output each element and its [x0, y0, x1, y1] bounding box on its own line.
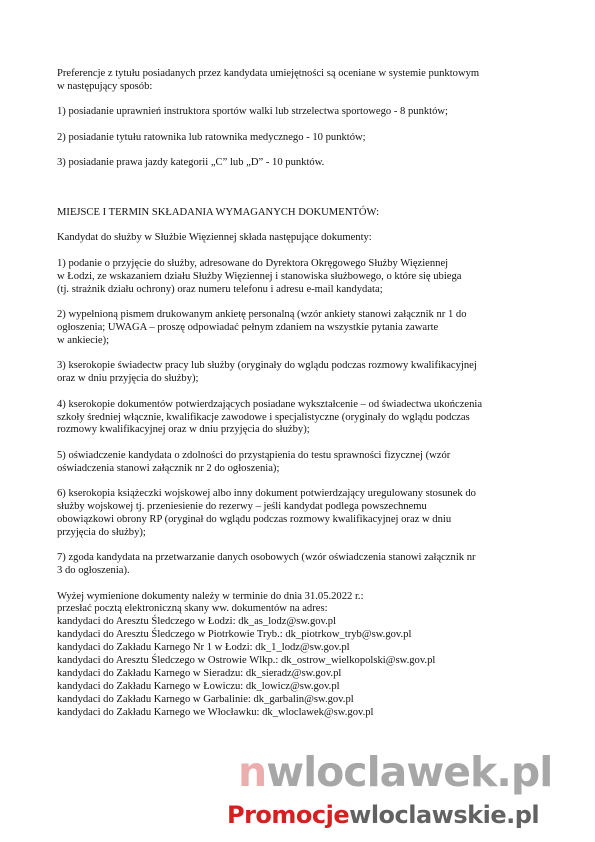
address-line: kandydaci do Zakładu Karnego Nr 1 w Łodzi: dk_1_lodz@sw.gov.pl — [57, 642, 350, 654]
documents-lead: Kandydat do służby w Służbie Więziennej składa następujące dokumenty: — [57, 232, 372, 244]
document-item-5: 5) oświadczenie kandydata o zdolności do przystąpienia do testu sprawności fizycznej (wzór oświadczenia stanowi załącznik nr 2 do ogłoszenia); — [57, 449, 451, 474]
preference-item-2: 2) posiadanie tytułu ratownika lub ratownika medycznego - 10 punktów; — [57, 131, 366, 143]
document-item-1: 1) podanie o przyjęcie do służby, adresowane do Dyrektora Okręgowego Służby Więziennej w Łodzi, ze wskazaniem działu Służby Więziennej i stanowiska służbowego, o które się ubiega (tj. strażnik działu ochrony) oraz numeru telefonu i adresu e-mail kandydata; — [57, 257, 462, 295]
deadline-text: Wyżej wymienione dokumenty należy w terminie do dnia 31.05.2022 r.: — [57, 590, 364, 602]
watermark-promo-logo: Promocjewloclawskie.pl — [227, 801, 540, 829]
address-line: kandydaci do Aresztu Śledczego w Ostrowie Wlkp.: dk_ostrow_wielkopolski@sw.gov.pl — [57, 655, 436, 667]
preference-item-3: 3) posiadanie prawa jazdy kategorii „C” lub „D” - 10 punktów. — [57, 157, 325, 169]
section-heading: MIEJSCE I TERMIN SKŁADANIA WYMAGANYCH DOKUMENTÓW: — [57, 207, 380, 219]
address-line: kandydaci do Aresztu Śledczego w Piotrkowie Tryb.: dk_piotrkow_tryb@sw.gov.pl — [57, 629, 412, 641]
address-line: kandydaci do Zakładu Karnego w Łowiczu: dk_lowicz@sw.gov.pl — [57, 680, 340, 692]
document-item-6: 6) kserokopia książeczki wojskowej albo inny dokument potwierdzający uregulowany stosunek do służby wojskowej tj. przeniesienie do rezerwy – jeśli kandydat podlega powszechnemu obowiązkowi obrony RP (oryginał do wglądu podczas rozmowy kwalifikacyjnej oraz w dniu przyjęcia do służby); — [57, 488, 476, 538]
address-line: kandydaci do Aresztu Śledczego w Łodzi: dk_as_lodz@sw.gov.pl — [57, 616, 337, 628]
document-body — [57, 68, 557, 720]
send-instruction: przesłać pocztą elektroniczną skany ww. dokumentów na adres: — [57, 603, 328, 615]
document-item-4: 4) kserokopie dokumentów potwierdzających posiadane wykształcenie – od świadectwa ukończenia szkoły średniej włącznie, kwalifikacje zawodowe i specjalistyczne (oryginały do wglądu podczas rozmowy kwalifikacyjnej oraz w dniu przyjęcia do służby); — [57, 398, 483, 436]
address-line: kandydaci do Zakładu Karnego w Garbalinie: dk_garbalin@sw.gov.pl — [57, 693, 354, 705]
address-line: kandydaci do Zakładu Karnego we Włocławku: dk_wloclawek@sw.gov.pl — [57, 706, 374, 718]
preference-item-1: 1) posiadanie uprawnień instruktora sportów walki lub strzelectwa sportowego - 8 punktów; — [57, 106, 448, 118]
document-item-7: 7) zgoda kandydata na przetwarzanie danych osobowych (wzór oświadczenia stanowi załącznik nr 3 do ogłoszenia). — [57, 552, 476, 577]
document-item-2: 2) wypełnioną pismem drukowanym ankietę personalną (wzór ankiety stanowi załącznik nr 1 do ogłoszenia; UWAGA – proszę odpowiadać pełnym zdaniem na wszystkie pytania zawarte w ankiecie); — [57, 309, 467, 346]
document-item-3: 3) kserokopie świadectw pracy lub służby (oryginały do wglądu podczas rozmowy kwalifikacyjnej oraz w dniu przyjęcia do służby); — [57, 360, 477, 385]
preferences-intro: Preferencje z tytułu posiadanych przez kandydata umiejętności są oceniane w systemie punktowym w następujący sposób: — [57, 68, 480, 92]
watermark-site-logo: nwloclawek.pl — [238, 748, 553, 796]
address-list — [57, 616, 557, 719]
address-line: kandydaci do Zakładu Karnego w Sieradzu: dk_sieradz@sw.gov.pl — [57, 668, 342, 679]
